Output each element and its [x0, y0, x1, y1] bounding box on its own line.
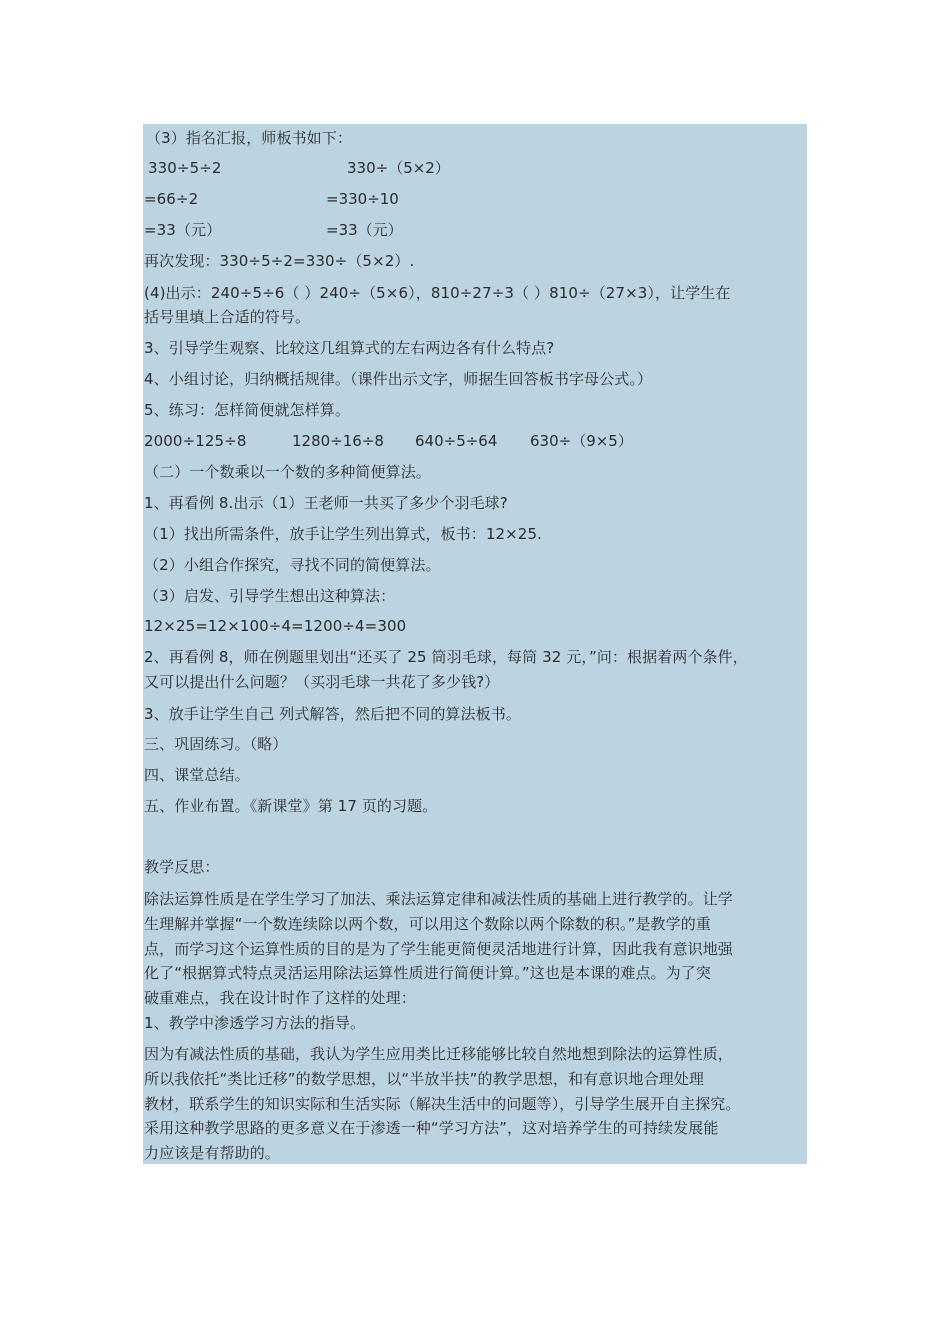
text-line: 2、再看例 8，师在例题里划出“还买了 25 筒羽毛球，每筒 32 元，”问：根据着两个条件， [144, 648, 748, 666]
reflection-text: 所以我依托“类比迁移”的数学思想，以“半放半扶”的教学思想，和有意识地合理处理 [144, 1070, 704, 1088]
text-line: 3、引导学生观察、比较这几组算式的左右两边各有什么特点? [144, 339, 555, 357]
reflection-text: 除法运算性质是在学生学习了加法、乘法运算定律和减法性质的基础上进行教学的。让学 [144, 890, 733, 908]
exercise-item: 630÷（9×5） [530, 432, 633, 450]
text-line: （3）启发、引导学生想出这种算法： [144, 587, 396, 605]
text-line: 4、小组讨论，归纳概括规律。（课件出示文字，师据生回答板书字母公式。） [144, 370, 653, 388]
text-line: 再次发现：330÷5÷2=330÷（5×2）. [144, 252, 415, 270]
text-line: (4)出示：240÷5÷6（ ）240÷（5×6），810÷27÷3（ ）810÷（27×3），让学生在 [144, 284, 731, 302]
text-line: 3、放手让学生自己 列式解答，然后把不同的算法板书。 [144, 705, 521, 723]
exercise-item: 2000÷125÷8 [144, 432, 247, 450]
exercise-item: 1280÷16÷8 [292, 432, 384, 450]
reflection-text: 化了“根据算式特点灵活运用除法运算性质进行简便计算。”这也是本课的难点。为了突 [144, 964, 711, 982]
text-line: 又可以提出什么问题？（买羽毛球一共花了多少钱?） [144, 673, 500, 691]
formula-right: =33（元） [326, 221, 403, 239]
reflection-text: 力应该是有帮助的。 [144, 1144, 280, 1162]
section-heading: 三、巩固练习。（略） [144, 735, 288, 753]
reflection-text: 采用这种教学思路的更多意义在于渗透一种“学习方法”，这对培养学生的可持续发展能 [144, 1119, 719, 1137]
text-line: （2）小组合作探究，寻找不同的简便算法。 [144, 556, 441, 574]
section-heading: （二）一个数乘以一个数的多种简便算法。 [144, 463, 431, 481]
section-heading: 五、作业布置。《新课堂》第 17 页的习题。 [144, 797, 438, 815]
highlighted-content-block [143, 124, 807, 1164]
exercise-item: 640÷5÷64 [415, 432, 498, 450]
formula-left: =33（元） [144, 221, 222, 239]
text-line: （3）指名汇报，师板书如下： [146, 129, 352, 147]
reflection-text: 点，而学习这个运算性质的目的是为了学生能更简便灵活地进行计算，因此我有意识地强 [144, 940, 733, 958]
formula-left: =66÷2 [144, 190, 199, 208]
reflection-text: 破重难点，我在设计时作了这样的处理： [144, 989, 416, 1007]
reflection-title: 教学反思： [144, 858, 220, 876]
formula-line: 12×25=12×100÷4=1200÷4=300 [144, 617, 407, 635]
reflection-text: 1、教学中渗透学习方法的指导。 [144, 1014, 366, 1032]
reflection-text: 教材，联系学生的知识实际和生活实际（解决生活中的问题等），引导学生展开自主探究。 [144, 1095, 741, 1113]
text-line: 5、练习：怎样简便就怎样算。 [144, 401, 350, 419]
reflection-text: 因为有减法性质的基础，我认为学生应用类比迁移能够比较自然地想到除法的运算性质， [144, 1045, 733, 1063]
section-heading: 四、课堂总结。 [144, 766, 250, 784]
reflection-text: 生理解并掌握“一个数连续除以两个数，可以用这个数除以两个除数的积。”是教学的重 [144, 915, 711, 933]
text-line: 1、再看例 8.出示（1）王老师一共买了多少个羽毛球? [144, 494, 508, 512]
formula-right: =330÷10 [326, 190, 399, 208]
formula-right: 330÷（5×2） [347, 159, 450, 177]
text-line: 括号里填上合适的符号。 [144, 308, 311, 326]
formula-left: 330÷5÷2 [148, 159, 222, 177]
text-line: （1）找出所需条件，放手让学生列出算式，板书：12×25. [144, 525, 542, 543]
